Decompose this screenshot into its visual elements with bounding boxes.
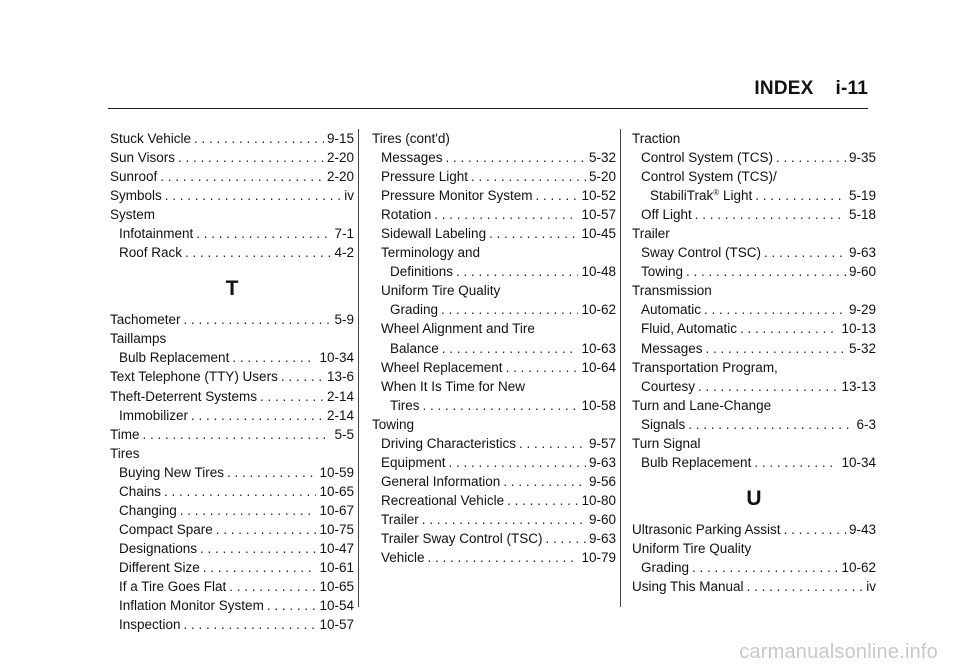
entry-group — [372, 300, 616, 319]
index-entry[interactable] — [110, 387, 354, 406]
leader-dots — [232, 348, 316, 367]
entry-page: 13-6 — [326, 369, 354, 385]
entry-page: 5-9 — [334, 312, 354, 328]
entry-page: 10-52 — [581, 188, 616, 204]
entry-page: 10-45 — [581, 226, 616, 242]
index-entry[interactable] — [372, 339, 616, 358]
index-entry[interactable] — [632, 577, 876, 596]
column-divider — [620, 129, 621, 607]
entry-group — [632, 377, 876, 396]
leader-dots — [489, 224, 578, 243]
entry-text: General Information — [381, 473, 501, 489]
leader-dots — [446, 148, 586, 167]
entry-page: 10-47 — [319, 540, 354, 556]
entry-text: Inspection — [119, 617, 181, 633]
entry-group — [632, 300, 876, 357]
entry-page: 10-57 — [319, 617, 354, 633]
entry-page: 10-80 — [581, 492, 616, 508]
entry-text: Tachometer — [110, 312, 181, 328]
entry-page: 5-32 — [588, 150, 616, 166]
leader-dots — [704, 300, 846, 319]
index-entry[interactable] — [110, 186, 354, 205]
leader-dots — [229, 577, 316, 596]
entry-page: 10-62 — [581, 302, 616, 318]
leader-dots — [227, 463, 316, 482]
entry-text: Rotation — [381, 207, 432, 223]
entry-text: Fluid, Automatic — [641, 321, 738, 337]
leader-dots — [200, 539, 316, 558]
leader-dots — [184, 615, 317, 634]
index-heading: Trailer — [632, 226, 670, 242]
leader-dots — [764, 243, 846, 262]
section-letter: U — [746, 486, 762, 510]
leader-dots — [698, 377, 838, 396]
entry-text: Text Telephone (TTY) Users — [110, 369, 278, 385]
index-heading: Taillamps — [110, 331, 167, 347]
leader-dots — [164, 482, 316, 501]
entry-text: Tires — [390, 397, 420, 413]
entry-page: 2-14 — [326, 388, 354, 404]
index-entry[interactable] — [632, 319, 876, 338]
leader-dots — [185, 243, 331, 262]
leader-dots — [191, 406, 324, 425]
entry-page: 9-60 — [848, 264, 876, 280]
index-subheading: Terminology and — [381, 245, 481, 261]
entry-page: 5-32 — [848, 340, 876, 356]
entry-page: 10-67 — [319, 502, 354, 518]
index-entry[interactable] — [372, 434, 616, 453]
entry-text: Courtesy — [641, 378, 696, 394]
entry-text: Pressure Light — [381, 169, 469, 185]
entry-text: Balance — [390, 340, 439, 356]
entry-page: 10-79 — [581, 550, 616, 566]
entry-group — [632, 577, 876, 596]
entry-text: Driving Characteristics — [381, 435, 517, 451]
column-divider — [358, 129, 359, 607]
index-column-1 — [110, 129, 354, 634]
entry-page: 9-60 — [588, 511, 616, 527]
leader-dots — [428, 548, 579, 567]
leader-dots — [755, 186, 846, 205]
entry-group — [632, 520, 876, 539]
entry-page: 9-63 — [588, 454, 616, 470]
entry-group — [632, 148, 876, 167]
leader-dots — [519, 434, 586, 453]
index-entry[interactable] — [110, 463, 354, 482]
index-entry[interactable] — [110, 615, 354, 634]
index-heading: System — [110, 207, 156, 223]
entry-page: 4-2 — [334, 245, 354, 261]
leader-dots — [165, 186, 341, 205]
leader-dots — [695, 205, 846, 224]
entry-page: 5-18 — [848, 207, 876, 223]
entry-page: 9-57 — [588, 435, 616, 451]
index-entry[interactable] — [632, 415, 876, 434]
entry-page: 9-56 — [588, 473, 616, 489]
entry-page: 2-20 — [326, 169, 354, 185]
index-heading: Turn Signal — [632, 435, 701, 451]
index-entry[interactable] — [372, 510, 616, 529]
leader-dots — [423, 396, 579, 415]
entry-text: Grading — [641, 559, 690, 575]
entry-page: 5-19 — [848, 188, 876, 204]
index-entry[interactable] — [110, 148, 354, 167]
index-entry[interactable] — [632, 339, 876, 358]
leader-dots — [422, 510, 586, 529]
index-heading: Transportation Program, — [632, 359, 778, 375]
leader-dots — [184, 310, 332, 329]
entry-text: Sway Control (TSC) — [641, 245, 762, 261]
entry-page: 10-65 — [319, 578, 354, 594]
leader-dots — [203, 558, 317, 577]
index-entry[interactable] — [372, 262, 616, 281]
leader-dots — [449, 453, 586, 472]
entry-text: Messages — [381, 150, 443, 166]
index-entry[interactable] — [632, 243, 876, 262]
leader-dots — [503, 472, 586, 491]
index-entry[interactable] — [372, 529, 616, 548]
entry-text: Messages — [641, 340, 703, 356]
index-entry[interactable] — [110, 558, 354, 577]
entry-page: 10-13 — [841, 321, 876, 337]
entry-page: 10-75 — [319, 521, 354, 537]
entry-group — [110, 425, 354, 444]
index-entry[interactable] — [372, 548, 616, 567]
index-entry[interactable] — [110, 596, 354, 615]
index-heading: Traction — [632, 131, 681, 146]
entry-page: 10-59 — [319, 464, 354, 480]
entry-group — [372, 358, 616, 377]
leader-dots — [267, 596, 317, 615]
entry-page: 10-57 — [581, 207, 616, 223]
entry-text: Signals — [641, 416, 686, 432]
index-entry[interactable] — [110, 243, 354, 262]
index-entry[interactable] — [110, 406, 354, 425]
leader-dots — [194, 129, 324, 148]
index-column-2 — [372, 129, 616, 567]
entry-page: 10-64 — [581, 359, 616, 375]
index-entry[interactable] — [110, 482, 354, 501]
entry-text: StabiliTrak® Light — [650, 188, 753, 204]
entry-page: 10-63 — [581, 340, 616, 356]
index-entry[interactable] — [372, 472, 616, 491]
entry-text: Control System (TCS) — [641, 150, 774, 166]
leader-dots — [216, 520, 317, 539]
entry-page: 13-13 — [841, 378, 876, 394]
index-subheading: Wheel Alignment and Tire — [381, 321, 535, 337]
entry-text: Symbols — [110, 188, 162, 204]
index-entry[interactable] — [110, 129, 354, 148]
entry-group — [632, 558, 876, 577]
entry-page: 2-14 — [326, 407, 354, 423]
entry-text: Designations — [119, 540, 198, 556]
index-heading: Uniform Tire Quality — [632, 540, 752, 556]
entry-page: iv — [344, 188, 354, 204]
entry-page: 10-58 — [581, 397, 616, 413]
entry-page: 9-15 — [326, 131, 354, 146]
index-subheading: Control System (TCS)/ — [641, 169, 777, 185]
index-entry[interactable] — [110, 501, 354, 520]
leader-dots — [180, 501, 317, 520]
leader-dots — [740, 319, 838, 338]
index-entry[interactable] — [372, 453, 616, 472]
entry-group — [372, 339, 616, 358]
leader-dots — [441, 300, 578, 319]
entry-text: Sun Visors — [110, 150, 176, 166]
entry-group — [110, 310, 354, 329]
entry-text: Wheel Replacement — [381, 359, 503, 375]
entry-page: 5-20 — [588, 169, 616, 185]
registered-mark: ® — [713, 188, 720, 198]
leader-dots — [471, 167, 586, 186]
index-entry[interactable] — [632, 262, 876, 281]
index-entry[interactable] — [632, 520, 876, 539]
leader-dots — [776, 148, 846, 167]
page-number: i-11 — [835, 78, 868, 99]
entry-page: 6-3 — [856, 416, 876, 432]
entry-group — [110, 348, 354, 367]
entry-text: Compact Spare — [119, 521, 213, 537]
leader-dots — [754, 453, 838, 472]
index-entry[interactable] — [632, 558, 876, 577]
leader-dots — [747, 577, 864, 596]
index-entry[interactable] — [110, 310, 354, 329]
index-entry[interactable] — [110, 520, 354, 539]
entry-text: Sunroof — [110, 169, 158, 185]
entry-text: Bulb Replacement — [119, 350, 230, 366]
index-entry[interactable] — [372, 224, 616, 243]
entry-text: Different Size — [119, 559, 200, 575]
entry-text: If a Tire Goes Flat — [119, 578, 227, 594]
section-letter: T — [225, 277, 239, 301]
entry-text: Grading — [390, 302, 439, 318]
entry-text: Sidewall Labeling — [381, 226, 487, 242]
leader-dots — [281, 367, 324, 386]
entry-page: 10-54 — [319, 598, 354, 614]
entry-group — [372, 148, 616, 243]
entry-text: Recreational Vehicle — [381, 492, 505, 508]
index-heading: Tires (cont'd) — [372, 131, 450, 146]
entry-group — [372, 434, 616, 567]
entry-group — [632, 453, 876, 472]
entry-page: 10-62 — [841, 559, 876, 575]
entry-text: Stuck Vehicle — [110, 131, 192, 146]
index-entry[interactable] — [632, 377, 876, 396]
entry-text: Inflation Monitor System — [119, 598, 264, 614]
leader-dots — [178, 148, 324, 167]
entry-page: 10-34 — [319, 350, 354, 366]
index-entry[interactable] — [372, 491, 616, 510]
index-entry[interactable] — [372, 358, 616, 377]
entry-text: Time — [110, 426, 140, 442]
leader-dots — [507, 491, 578, 510]
index-entry[interactable] — [110, 224, 354, 243]
entry-text: Towing — [641, 264, 684, 280]
leader-dots — [692, 558, 838, 577]
leader-dots — [688, 415, 853, 434]
entry-text: Bulb Replacement — [641, 454, 752, 470]
entry-text: Immobilizer — [119, 407, 189, 423]
leader-dots — [434, 205, 578, 224]
entry-text: Off Light — [641, 207, 692, 223]
leader-dots — [456, 262, 578, 281]
entry-group — [632, 243, 876, 281]
leader-dots — [143, 425, 332, 444]
entry-page: 9-43 — [848, 521, 876, 537]
index-entry[interactable] — [372, 148, 616, 167]
entry-page: iv — [866, 578, 876, 594]
leader-dots — [686, 262, 846, 281]
entry-page: 9-63 — [588, 530, 616, 546]
entry-page: 7-1 — [334, 226, 354, 242]
leader-dots — [160, 167, 324, 186]
entry-text: Roof Rack — [119, 245, 183, 261]
entry-text: Automatic — [641, 302, 702, 318]
entry-text: Trailer Sway Control (TSC) — [381, 530, 543, 546]
entry-group — [110, 406, 354, 425]
section-title: INDEX — [754, 78, 814, 99]
index-entry[interactable] — [372, 205, 616, 224]
index-entry[interactable] — [372, 186, 616, 205]
entry-page: 9-63 — [848, 245, 876, 261]
entry-text: Theft-Deterrent Systems — [110, 388, 258, 404]
entry-group — [110, 463, 354, 634]
entry-page: 10-65 — [319, 483, 354, 499]
index-entry[interactable] — [110, 167, 354, 186]
index-entry[interactable] — [372, 300, 616, 319]
entry-text: Trailer — [381, 511, 419, 527]
index-entry[interactable] — [110, 539, 354, 558]
entry-text: Infotainment — [119, 226, 194, 242]
index-subheading: Uniform Tire Quality — [381, 283, 501, 299]
leader-dots — [196, 224, 331, 243]
index-entry[interactable] — [372, 396, 616, 415]
entry-group — [372, 396, 616, 415]
leader-dots — [784, 520, 846, 539]
index-entry[interactable] — [110, 367, 354, 386]
index-entry[interactable] — [632, 300, 876, 319]
entry-page: 10-61 — [319, 559, 354, 575]
index-entry[interactable] — [632, 205, 876, 224]
index-entry[interactable] — [372, 167, 616, 186]
leader-dots — [442, 339, 579, 358]
index-heading: Turn and Lane-Change — [632, 397, 772, 413]
leader-dots — [506, 358, 579, 377]
index-entry[interactable] — [632, 453, 876, 472]
index-heading: Tires — [110, 445, 140, 461]
entry-group — [110, 367, 354, 405]
entry-group — [632, 205, 876, 224]
index-subheading: When It Is Time for New — [381, 378, 526, 394]
entry-page: 10-34 — [841, 454, 876, 470]
entry-group — [110, 129, 354, 205]
index-heading: Transmission — [632, 283, 712, 299]
entry-page: 9-35 — [848, 150, 876, 166]
entry-group — [372, 262, 616, 281]
entry-page: 5-5 — [334, 426, 354, 442]
entry-text: Vehicle — [381, 550, 425, 566]
header-rule — [108, 108, 868, 109]
entry-text: Changing — [119, 502, 177, 518]
entry-group — [632, 415, 876, 434]
entry-text: Chains — [119, 483, 162, 499]
leader-dots — [536, 186, 579, 205]
index-entry[interactable] — [110, 577, 354, 596]
entry-text: Equipment — [381, 454, 446, 470]
index-column-3 — [632, 129, 876, 596]
leader-dots — [260, 387, 324, 406]
entry-text: Definitions — [390, 264, 454, 280]
entry-page: 10-48 — [581, 264, 616, 280]
entry-text: Using This Manual — [632, 578, 744, 594]
entry-text: Ultrasonic Parking Assist — [632, 521, 781, 537]
entry-text: Buying New Tires — [119, 464, 225, 480]
leader-dots — [706, 339, 846, 358]
index-entry[interactable] — [632, 148, 876, 167]
leader-dots — [546, 529, 586, 548]
index-entry[interactable] — [110, 425, 354, 444]
entry-page: 2-20 — [326, 150, 354, 166]
index-entry-stabilitrak[interactable] — [632, 186, 876, 205]
index-entry[interactable] — [110, 348, 354, 367]
page-header — [754, 78, 868, 100]
index-heading: Towing — [372, 416, 415, 432]
watermark: carmanualsonline.info — [739, 641, 938, 663]
entry-page: 9-29 — [848, 302, 876, 318]
entry-group — [110, 224, 354, 262]
entry-text: Pressure Monitor System — [381, 188, 533, 204]
